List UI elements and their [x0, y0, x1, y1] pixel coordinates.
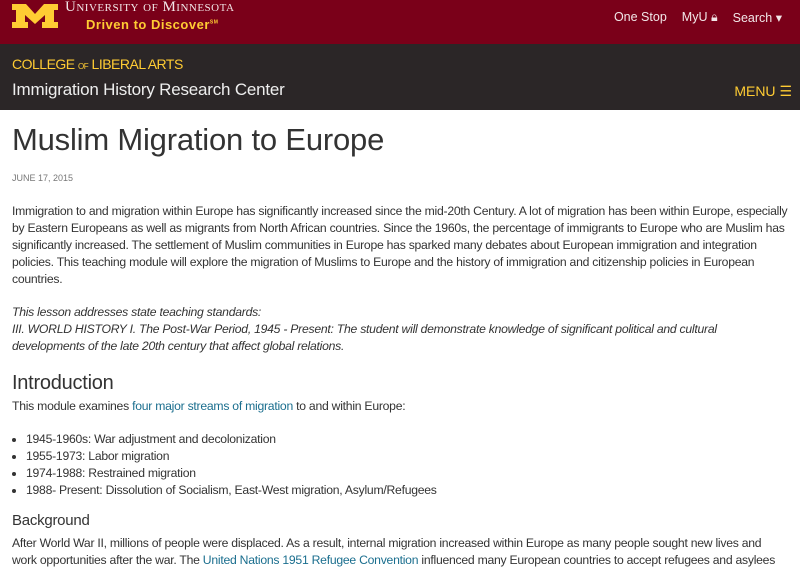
standards-line-1: This lesson addresses state teaching standards: — [12, 305, 262, 319]
menu-label: MENU — [734, 83, 776, 99]
bg-post: influenced many European countries to accept refugees and asylees — [418, 553, 776, 567]
list-item: • 1988- Present: Dissolution of Socialism, East-West migration, Asylum/Refugees — [26, 482, 788, 499]
university-name[interactable]: University of Minnesota — [65, 0, 235, 15]
list-item: • 1945-1960s: War adjustment and decolonization — [26, 431, 788, 448]
streams-list — [12, 431, 788, 499]
site-title[interactable]: Immigration History Research Center — [12, 80, 285, 99]
tagline — [86, 17, 218, 32]
bg-pre: After World War II, millions of people were displaced. As a result, internal migration increased within Europe as many people sought new lives and work opportunities after the war. The — [12, 536, 762, 567]
tagline-text: Driven to Discover — [86, 17, 210, 32]
college-band — [0, 44, 800, 110]
college-of: OF — [78, 62, 89, 71]
module-pre: This module examines — [12, 399, 133, 413]
streams-link[interactable]: four major streams of migration — [132, 399, 293, 413]
hamburger-icon: ☰ — [779, 83, 792, 99]
module-post: to and within Europe: — [292, 399, 406, 413]
background-paragraph — [12, 535, 788, 569]
caret-down-icon: ▾ — [775, 11, 782, 25]
tagline-mark: SM — [209, 19, 219, 26]
main-content — [0, 122, 800, 569]
list-item: • 1974-1988: Restrained migration — [26, 465, 788, 482]
search-button[interactable] — [733, 10, 782, 25]
search-label: Search — [732, 11, 773, 25]
block-m-logo[interactable] — [12, 4, 58, 28]
one-stop-link[interactable]: One Stop — [613, 10, 667, 24]
university-header — [0, 0, 800, 44]
college-logo[interactable] — [12, 56, 183, 72]
college-rest: LIBERAL ARTS — [91, 56, 183, 72]
college-word: COLLEGE — [12, 56, 75, 72]
introduction-heading: Introduction — [12, 372, 114, 394]
standards-line-2: III. WORLD HISTORY I. The Post-War Period, 1945 - Present: The student will demonstrate knowledge of significant political and cultural developments of the late 20th century that affect global relations. — [12, 322, 717, 353]
post-date: JUNE 17, 2015 — [12, 173, 74, 183]
list-item: • 1955-1973: Labor migration — [26, 448, 788, 465]
module-paragraph — [12, 398, 788, 415]
page-title: Muslim Migration to Europe — [12, 122, 385, 157]
lock-icon: 🔒︎ — [710, 10, 718, 24]
menu-button[interactable] — [734, 83, 792, 100]
refugee-convention-link[interactable]: United Nations 1951 Refugee Convention — [202, 553, 419, 567]
intro-paragraph: Immigration to and migration within Europe has significantly increased since the mid-20th Century. A lot of migration has been within Europe, especially by Eastern Europeans as well as migrants from North African countries. Since the 1960s, the percentage of immigrants to Europe who are Muslim has significantly increased. The settlement of Muslim communities in Europe has sparked many debates about European immigration and integration policies. This teaching module will explore the migration of Muslims to Europe and the history of immigration and citizenship policies in European countries. — [12, 204, 788, 286]
myu-link[interactable] — [682, 10, 718, 25]
myu-label: MyU — [681, 10, 708, 24]
background-heading: Background — [12, 512, 90, 529]
